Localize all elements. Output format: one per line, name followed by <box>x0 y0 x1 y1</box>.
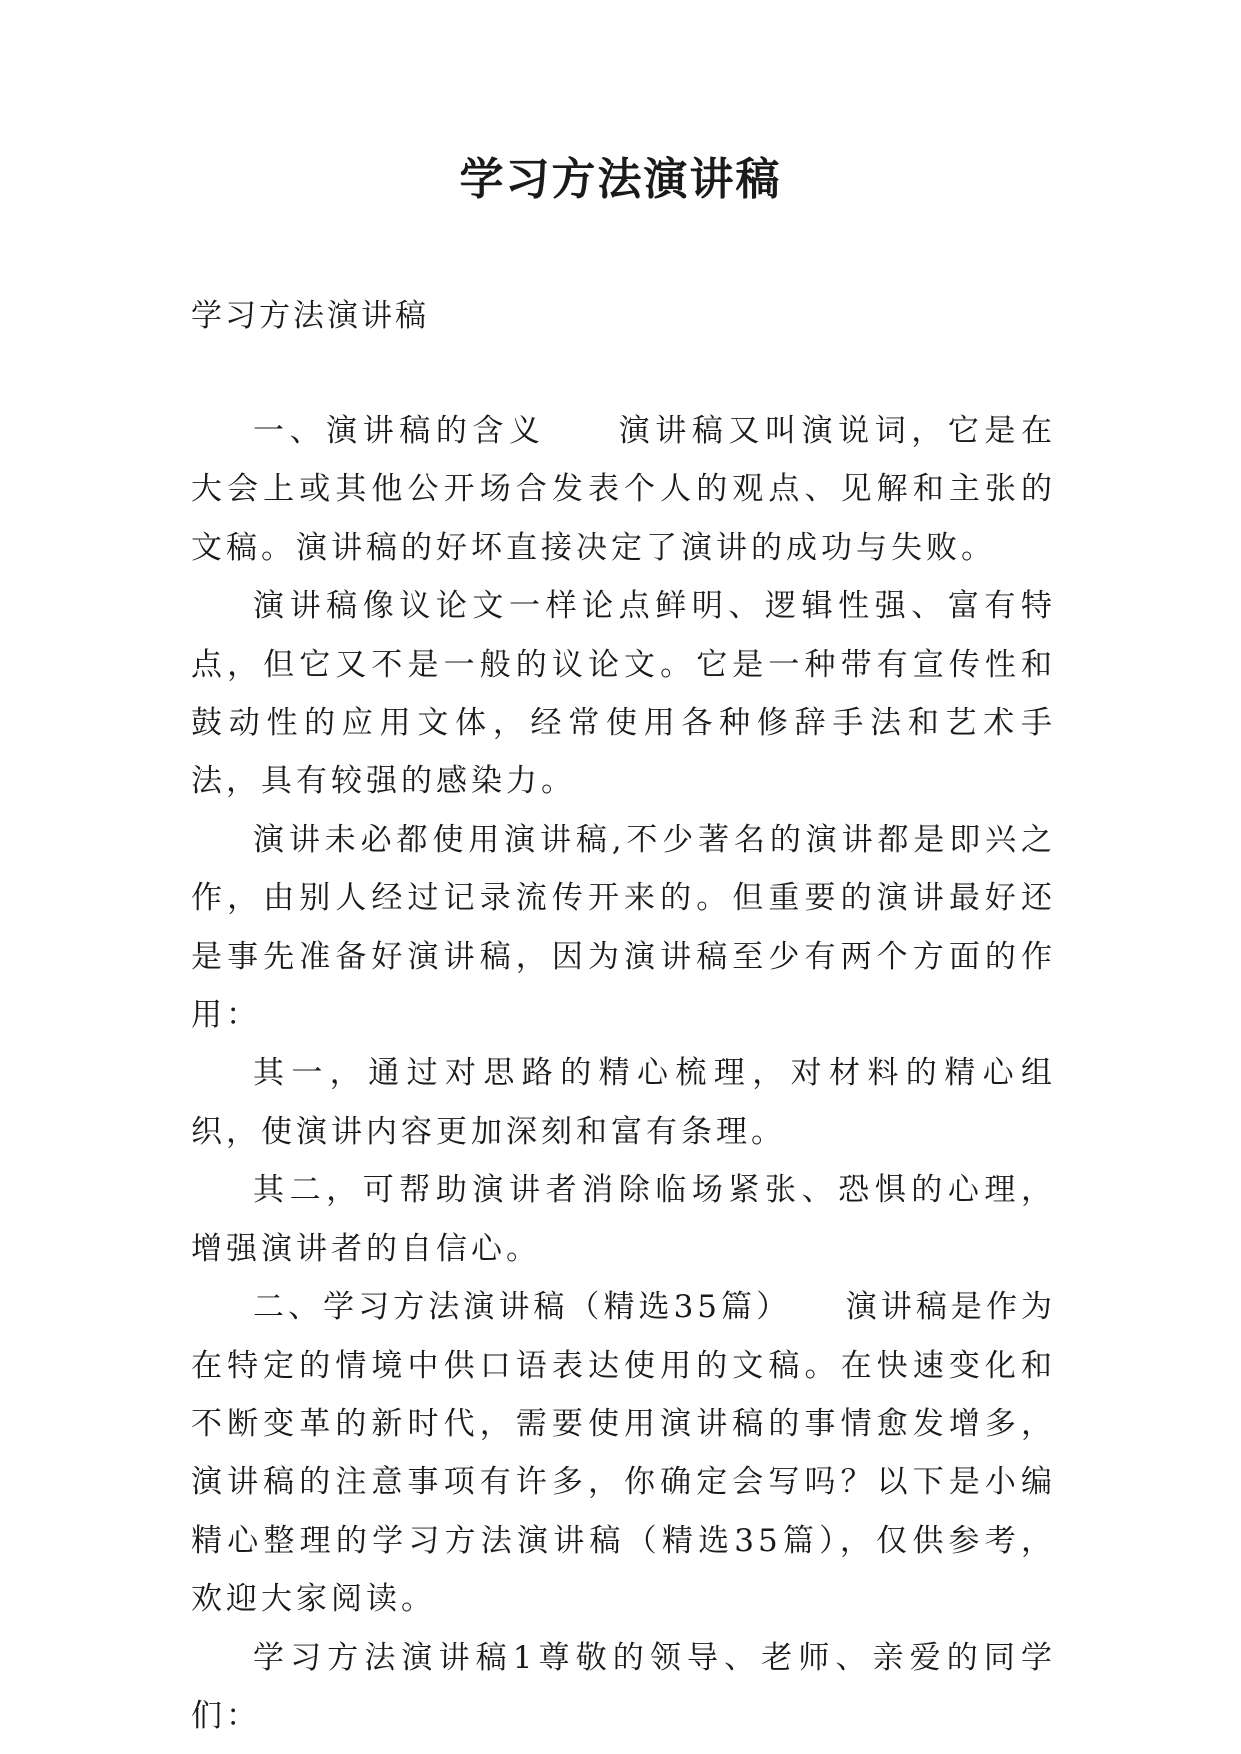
paragraph-point-one: 其一，通过对思路的精心梳理，对材料的精心组织，使演讲内容更加深刻和富有条理。 <box>191 1055 1056 1150</box>
paragraph-point-two: 其二，可帮助演讲者消除临场紧张、恐惧的心理，增强演讲者的自信心。 <box>191 1172 1056 1267</box>
paragraph-definition: 一、演讲稿的含义 演讲稿又叫演说词，它是在大会上或其他公开场合发表个人的观点、见解和主张的文稿。演讲稿的好坏直接决定了演讲的成功与失败。 <box>191 413 1056 566</box>
document-title: 学习方法演讲稿 <box>459 154 782 205</box>
paragraph-importance: 演讲未必都使用演讲稿,不少著名的演讲都是即兴之作，由别人经过记录流传开来的。但重要的演讲最好还是事先准备好演讲稿，因为演讲稿至少有两个方面的作用： <box>191 821 1056 1034</box>
document-subtitle: 学习方法演讲稿 <box>191 298 429 334</box>
paragraph-section-two: 二、学习方法演讲稿（精选35篇） 演讲稿是作为在特定的情境中供口语表达使用的文稿。在快速变化和不断变革的新时代，需要使用演讲稿的事情愈发增多，演讲稿的注意事项有许多，你确定会写吗？以下是小编精心整理的学习方法演讲稿（精选35篇），仅供参考，欢迎大家阅读。 <box>191 1289 1056 1618</box>
paragraph-features: 演讲稿像议论文一样论点鲜明、逻辑性强、富有特点，但它又不是一般的议论文。它是一种带有宣传性和鼓动性的应用文体，经常使用各种修辞手法和艺术手法，具有较强的感染力。 <box>191 588 1056 800</box>
paragraph-speech-one-opening: 学习方法演讲稿1尊敬的领导、老师、亲爱的同学们： <box>191 1639 1056 1734</box>
document-body <box>191 402 1056 1745</box>
